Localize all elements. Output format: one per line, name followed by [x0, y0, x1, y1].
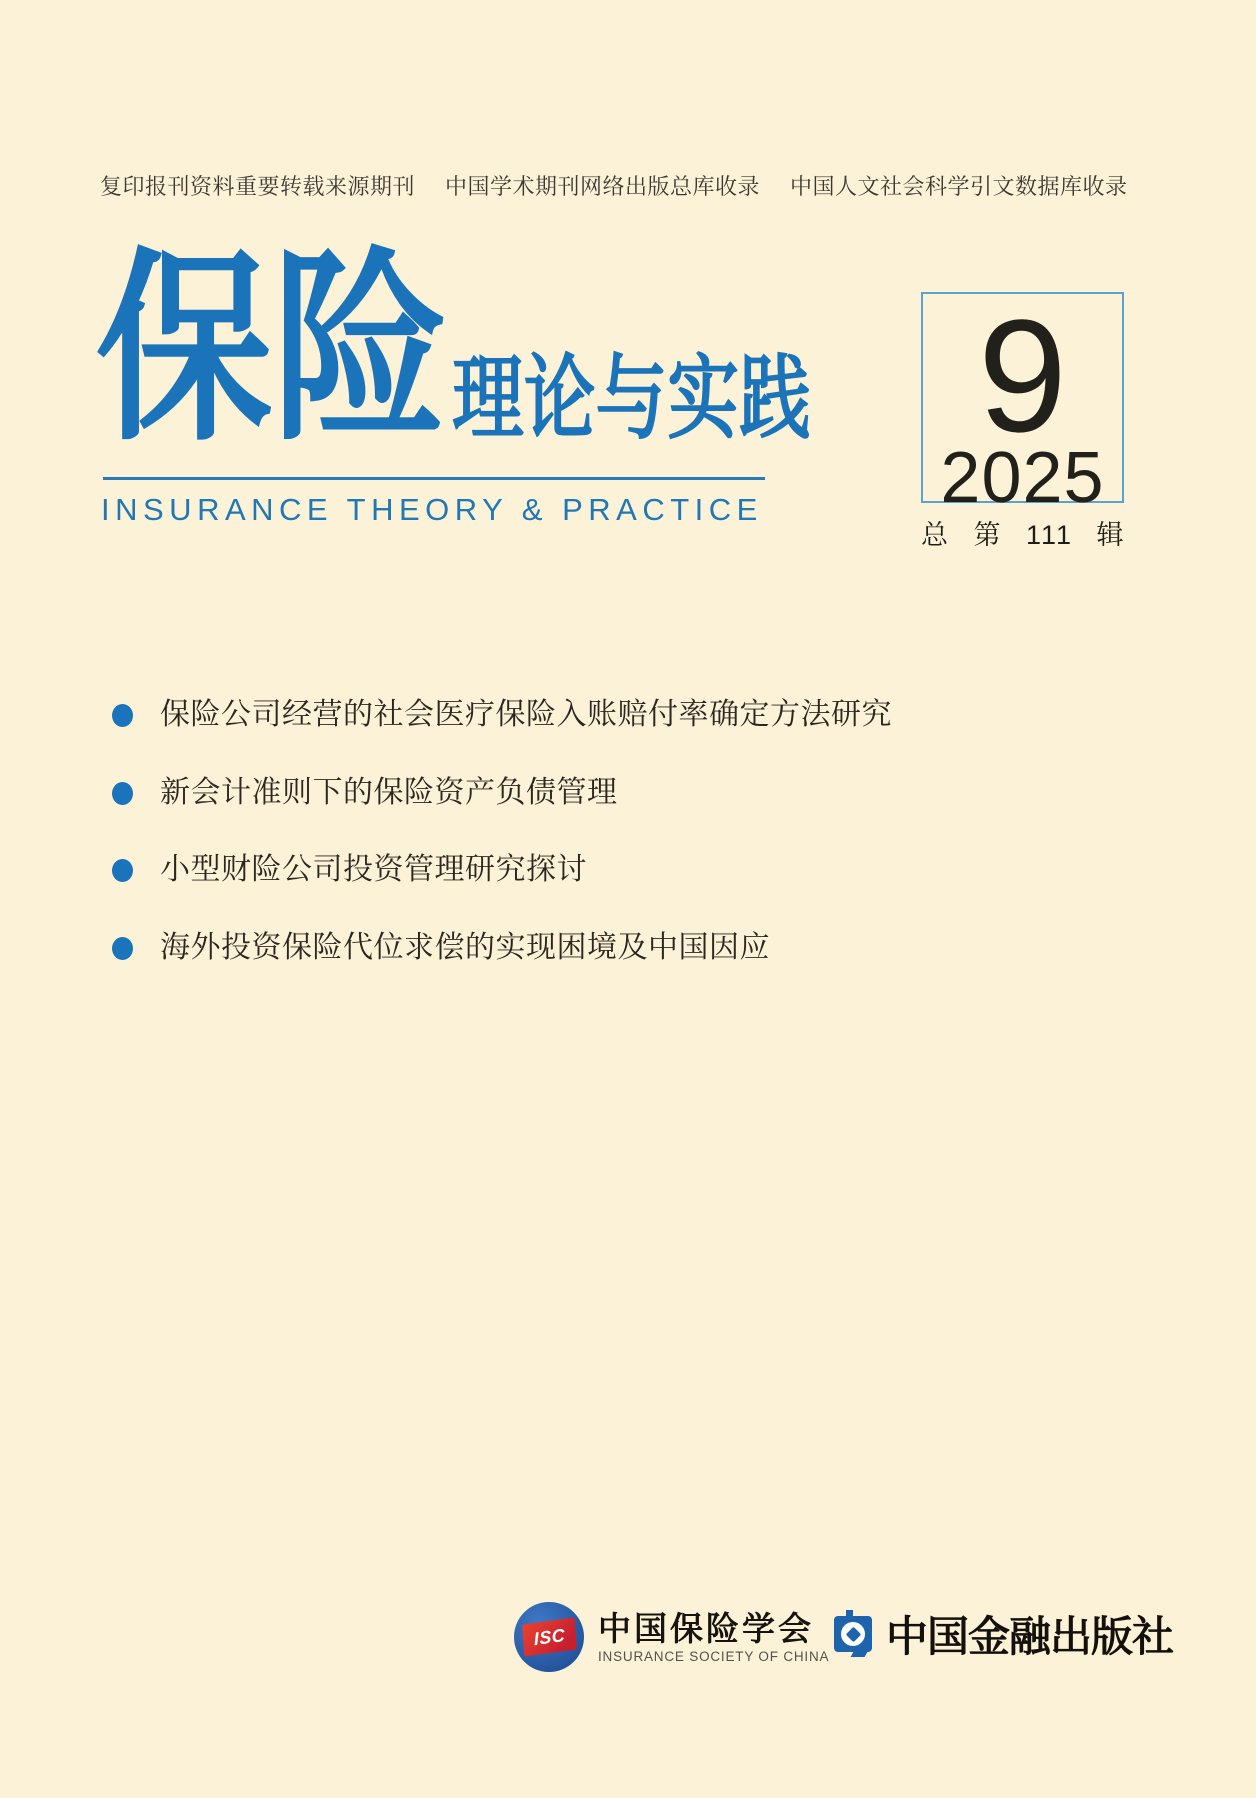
isc-name-chinese: 中国保险学会 [598, 1609, 814, 1647]
indexing-note: 复印报刊资料重要转载来源期刊 [100, 174, 416, 199]
publisher-logo [832, 1604, 1173, 1664]
article-title: 保险公司经营的社会医疗保险入账赔付率确定方法研究 [160, 698, 892, 731]
isc-badge-label: ISC [533, 1624, 566, 1649]
bullet-icon [112, 859, 133, 882]
masthead-divider [103, 477, 765, 480]
journal-title-english: INSURANCE THEORY & PRACTICE [101, 492, 763, 527]
volume-note: 总 第 111 辑 [921, 520, 1126, 550]
insurance-society-logo [514, 1602, 829, 1672]
article-title: 海外投资保险代位求偿的实现困境及中国因应 [160, 930, 770, 964]
issue-year: 2025 [940, 438, 1105, 518]
journal-title-chinese: 保险 [96, 235, 449, 464]
publisher-name-chinese: 中国金融出版社 [886, 1615, 1174, 1661]
indexing-note: 中国人文社会科学引文数据库收录 [790, 174, 1128, 199]
footer [0, 1598, 1256, 1678]
bullet-icon [112, 937, 133, 960]
indexing-notes [100, 170, 1128, 201]
list-item [112, 928, 892, 969]
list-item [112, 773, 892, 814]
journal-subtitle-chinese: 理论与实践 [452, 348, 811, 450]
bullet-icon [112, 704, 133, 727]
indexing-note: 中国学术期刊网络出版总库收录 [445, 174, 761, 199]
article-title: 新会计准则下的保险资产负债管理 [160, 775, 618, 809]
issue-number: 9 [978, 286, 1067, 465]
isc-flag-icon [522, 1617, 577, 1656]
list-item [112, 695, 892, 736]
coin-icon [841, 1622, 865, 1646]
isc-name-english: INSURANCE SOCIETY OF CHINA [598, 1649, 830, 1665]
article-list [112, 695, 892, 968]
bullet-icon [112, 782, 133, 805]
issue-box [921, 286, 1124, 518]
isc-badge-icon [514, 1602, 584, 1672]
list-item [112, 850, 892, 891]
article-title: 小型财险公司投资管理研究探讨 [160, 853, 587, 886]
publisher-book-icon [832, 1610, 874, 1658]
isc-names [598, 1610, 829, 1665]
